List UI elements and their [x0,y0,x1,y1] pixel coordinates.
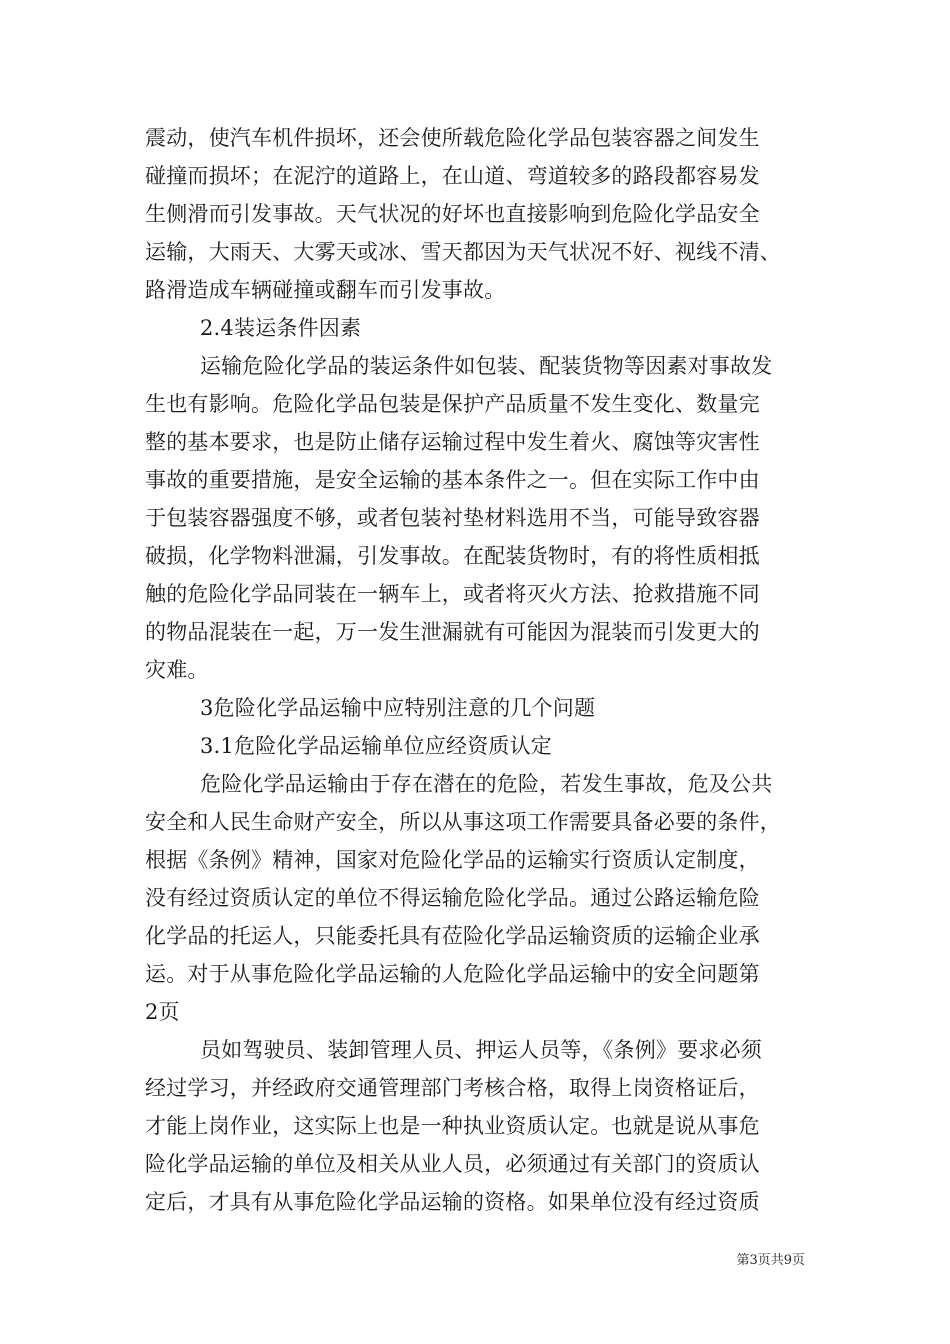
body-text-line: 破损，化学物料泄漏，引发事故。在配装货物时，有的将性质相抵 [145,544,760,568]
body-text-line: 整的基本要求，也是防止储存运输过程中发生着火、腐蚀等灾害性 [145,430,760,454]
body-text-line: 安全和人民生命财产安全，所以从事这项工作需要具备必要的条件， [145,810,781,834]
body-text-line: 的物品混装在一起，万一发生泄漏就有可能因为混装而引发更大的 [145,620,760,644]
body-text-line: 生侧滑而引发事故。天气状况的好坏也直接影响到危险化学品安全 [145,202,760,226]
body-text-line: 没有经过资质认定的单位不得运输危险化学品。通过公路运输危险 [145,886,760,910]
body-text-line: 于包装容器强度不够，或者包装衬垫材料选用不当，可能导致容器 [145,506,760,530]
body-text-line: 事故的重要措施，是安全运输的基本条件之一。但在实际工作中由 [145,468,760,492]
body-text-line: 路滑造成车辆碰撞或翻车而引发事故。 [145,278,506,302]
section-heading: 3.1危险化学品运输单位应经资质认定 [200,734,552,758]
body-text-line: 灾难。 [145,658,209,682]
body-text-line: 化学品的托运人，只能委托具有莅险化学品运输资质的运输企业承 [145,924,760,948]
page-number: 第3页共9页 [736,1253,805,1268]
body-text-line: 运输危险化学品的装运条件如包装、配装货物等因素对事故发 [200,354,773,378]
section-heading: 3危险化学品运输中应特别注意的几个问题 [200,696,596,720]
body-text-line: 运输，大雨天、大雾天或冰、雪天都因为天气状况不好、视线不清、 [145,240,781,264]
body-text-line: 运。对于从事危险化学品运输的人危险化学品运输中的安全问题第 [145,962,760,986]
body-text-line: 2页 [145,1000,180,1024]
body-text-line: 才能上岗作业，这实际上也是一种执业资质认定。也就是说从事危 [145,1114,760,1138]
body-text-line: 碰撞而损坏；在泥泞的道路上，在山道、弯道较多的路段都容易发 [145,164,760,188]
body-text-line: 定后，才具有从事危险化学品运输的资格。如果单位没有经过资质 [145,1190,760,1214]
body-text-line: 生也有影响。危险化学品包装是保护产品质量不发生变化、数量完 [145,392,760,416]
body-text-line: 员如驾驶员、装卸管理人员、押运人员等，《条例》要求必须 [200,1038,762,1062]
section-heading: 2.4装运条件因素 [200,316,362,340]
body-text-line: 危险化学品运输由于存在潜在的危险，若发生事故，危及公共 [200,772,773,796]
body-text-line: 险化学品运输的单位及相关从业人员，必须通过有关部门的资质认 [145,1152,760,1176]
body-text-line: 震动，使汽车机件损坏，还会使所载危险化学品包装容器之间发生 [145,126,760,150]
body-text-line: 根据《条例》精神，国家对危险化学品的运输实行资质认定制度， [145,848,760,872]
body-text-line: 经过学习，并经政府交通管理部门考核合格，取得上岗资格证后， [145,1076,760,1100]
body-text-line: 触的危险化学品同装在一辆车上，或者将灭火方法、抢救措施不同 [145,582,760,606]
